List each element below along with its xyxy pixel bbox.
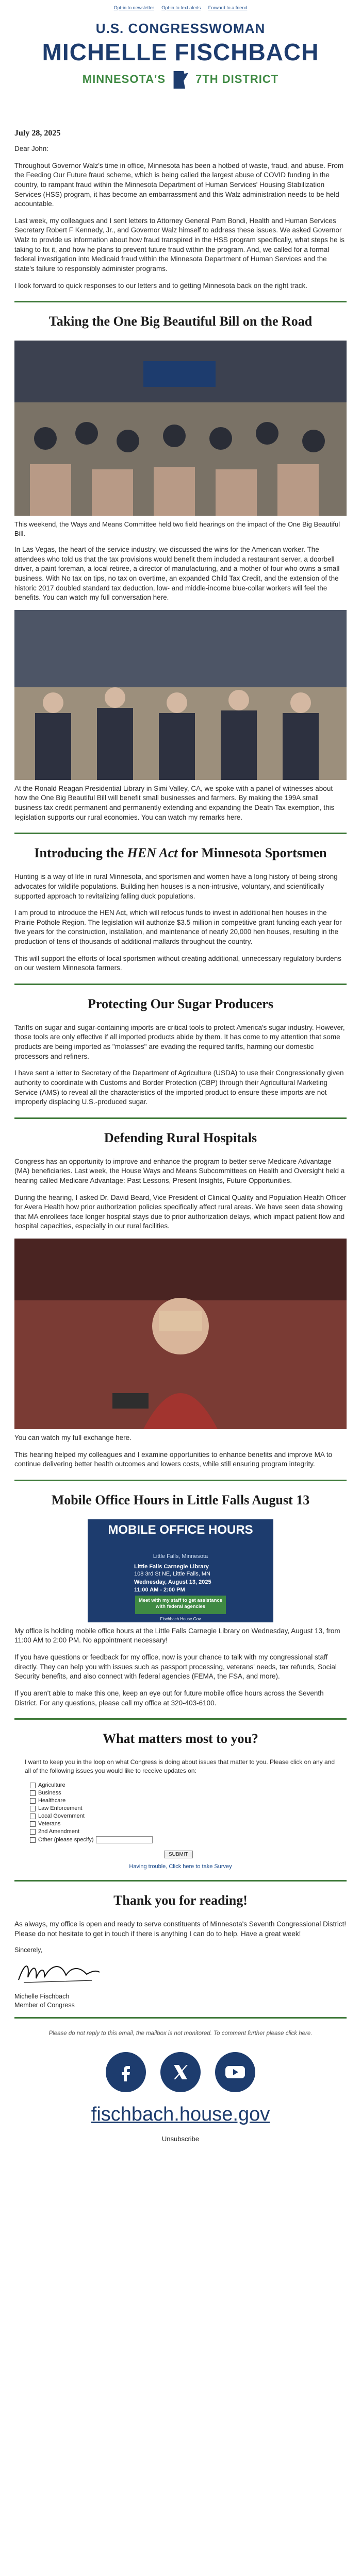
x-button[interactable] — [160, 2052, 201, 2092]
masthead-title-small: U.S. CONGRESSWOMAN — [95, 21, 266, 36]
hearing-photo-scene — [14, 341, 347, 516]
unsubscribe-link[interactable]: Unsubscribe — [161, 2134, 200, 2143]
checkbox[interactable] — [30, 1790, 36, 1796]
photo-caption: This weekend, the Ways and Means Committee held two field hearings on the impact of the One Big Beautiful Bill. — [14, 520, 340, 537]
bbb-heading: Taking the One Big Beautiful Bill on the Road — [48, 314, 313, 329]
hen-paragraph: Hunting is a way of life in rural Minnesota, and sportsmen and women have a long history of being strong advocates for wildlife populations. Building hen houses is a non-intrusive, voluntary, and scientifically supported approach to revitalizing falling duck populations. — [14, 873, 338, 900]
signature-image — [14, 1957, 102, 1988]
office-heading: Mobile Office Hours in Little Falls August 13 — [51, 1492, 310, 1507]
card-title: MOBILE OFFICE HOURS — [108, 1522, 253, 1537]
section-divider — [14, 301, 347, 302]
facebook-button[interactable] — [106, 2052, 146, 2092]
greeting: Dear John: — [14, 145, 49, 152]
section-divider — [14, 1480, 347, 1481]
letter-paragraph: I look forward to quick responses to our letters and to getting Minnesota back on the right track. — [14, 281, 308, 290]
minnesota-shape-icon — [173, 71, 188, 89]
survey-heading: What matters most to you? — [103, 1731, 258, 1747]
closing-paragraph: As always, my office is open and ready to serve constituents of Minnesota's Seventh Congressional District! Please do not hesitate to get in touch if there is anything I can do to help. Have a great week! — [14, 1920, 347, 1938]
survey-option[interactable]: Law Enforcement — [30, 1805, 347, 1811]
section-divider — [14, 833, 347, 834]
other-text-input[interactable] — [96, 1836, 153, 1843]
bbb-paragraph: At the Ronald Reagan Presidential Library in Simi Valley, CA, we spoke with a panel of witnesses about how the One Big Beautiful Bill will benefit small businesses and farmers. By making the 199A small business tax credit permanent and permanently extending and expanding the Death Tax exemption, this legislation supports our rural economies. You can watch my remarks here. — [14, 784, 335, 821]
section-divider — [14, 1718, 347, 1720]
section-divider — [14, 2017, 347, 2019]
masthead-district — [0, 71, 361, 89]
facebook-icon — [116, 2062, 136, 2082]
sugar-paragraph: I have sent a letter to Secretary of the Department of Agriculture (USDA) to use their Congressionally given authority to coordinate with Customs and Border Protection (CBP) through their Agricultural Marketing Service (AMS) to reveal all the characteristics of the imported product to ensure these imports are not improperly displacing U.S.-produced sugar. — [14, 1069, 344, 1106]
hen-paragraph: This will support the efforts of local sportsmen without creating additional, unnecessary regulatory burdens on our western Minnesota farmers. — [14, 954, 341, 972]
masthead-district-label: 7TH DISTRICT — [195, 72, 279, 86]
masthead — [0, 15, 361, 124]
letter-paragraph: Last week, my colleagues and I sent letters to Attorney General Pam Bondi, Health and Human Services Secretary Robert F Kennedy, Jr., and Governor Walz himself to address these issues. We asked Governor Walz to provide us information about how fraud transpired in the HSS program specifically, what steps he is taking to fix it, and how he plans to prevent future fraud within the program. And, we called for a formal federal investigation into Medicaid fraud within the Minnesota Department of Human Services and the state's failure to responsibly administer programs. — [14, 216, 345, 273]
youtube-button[interactable] — [215, 2052, 255, 2092]
hearing-video-still[interactable] — [14, 1239, 347, 1429]
survey-intro: I want to keep you in the loop on what Congress is doing about issues that matter to you. Please click on any and all of the following issues you would like to receive updates on: — [25, 1758, 335, 1774]
hearing-photo-las-vegas — [14, 341, 347, 516]
sugar-heading: Protecting Our Sugar Producers — [88, 996, 273, 1011]
signer-name: Michelle Fischbach — [14, 1993, 70, 2001]
rural-paragraph: During the hearing, I asked Dr. David Beard, Vice President of Clinical Quality and Population Health Officer for Avera Health how prior authorization policies specifically affect rural areas. We have seen data showing that MA enrollees face longer hospital stays due to prior authorization delays, which impact patient flow and hospital capacities, especially in our rural facilities. — [14, 1193, 347, 1230]
reagan-library-scene — [14, 610, 347, 780]
closing-heading: Thank you for reading! — [113, 1893, 248, 1908]
social-links — [14, 2052, 347, 2092]
hen-heading-em: HEN Act — [127, 845, 178, 861]
card-website: Fischbach.House.Gov — [160, 1616, 201, 1621]
letter-paragraph: Throughout Governor Walz's time in office, Minnesota has been a hotbed of waste, fraud, and abuse. From the Feeding Our Future fraud scheme, which is being called the largest abuse of COVID funding in the country, to rampant fraud within the Minnesota Department of Human Services' Housing Stabilization Services (HSS) program, it has become an embarrassment and this Walz administration needs to be held accountable. — [14, 161, 344, 208]
rural-paragraph: Congress has an opportunity to improve and enhance the program to better serve Medicare Advantage (MA) beneficiaries. Last week, the House Ways and Means Subcommittees on Health and Oversight held a hearing called Medicare Advantage: Past Lessons, Present Insights, Future Opportunities. — [14, 1157, 345, 1184]
rural-heading: Defending Rural Hospitals — [104, 1130, 257, 1145]
card-green-box: Meet with my staff to get assistance with federal agencies — [135, 1596, 226, 1614]
rural-paragraph: This hearing helped my colleagues and I examine opportunities to enhance benefits and improve MA to continue delivering better health outcomes and lowers costs, while still ensuring program integrity. — [14, 1450, 333, 1468]
rural-caption: You can watch my full exchange here. — [14, 1434, 132, 1442]
checkbox[interactable] — [30, 1821, 36, 1827]
checkbox[interactable] — [30, 1798, 36, 1804]
office-paragraph: If you aren't able to make this one, keep an eye out for future mobile office hours across the Seventh District. For any questions, please call my office at 320-403-6100. — [14, 1689, 324, 1707]
hen-paragraph: I am proud to introduce the HEN Act, which will refocus funds to invest in additional hen houses in the Prairie Pothole Region. The legislation will authorize $3.5 million in competitive grant funding each year for five years for the construction, installation, and maintenance of nearly 20,000 hen houses, resulting in the production of tens of thousands of additional mallards throughout the country. — [14, 909, 342, 945]
newsletter-optin-link[interactable]: Opt-in to newsletter — [113, 5, 154, 10]
signature-block — [14, 1946, 347, 2010]
checkbox[interactable] — [30, 1783, 36, 1788]
x-icon — [171, 2063, 190, 2081]
section-divider — [14, 984, 347, 985]
youtube-icon — [224, 2064, 246, 2080]
section-divider — [14, 1880, 347, 1882]
survey-option[interactable]: Local Government — [30, 1813, 347, 1819]
card-time: 11:00 AM - 2:00 PM — [134, 1586, 185, 1593]
hen-heading-b: for Minnesota Sportsmen — [180, 845, 327, 861]
checkbox[interactable] — [30, 1829, 36, 1835]
survey-trouble — [14, 1863, 347, 1870]
card-address: 108 3rd St NE, Little Falls, MN — [134, 1570, 210, 1577]
signer-title: Member of Congress — [14, 2001, 75, 2009]
survey-option[interactable]: 2nd Amendment — [30, 1828, 347, 1835]
card-subtitle: Little Falls, Minnesota — [153, 1553, 208, 1560]
top-links — [0, 0, 361, 15]
hen-heading — [14, 845, 347, 861]
text-alerts-link[interactable]: Opt-in to text alerts — [161, 5, 201, 10]
website-link[interactable]: fischbach.house.gov — [91, 2103, 270, 2125]
sugar-paragraph: Tariffs on sugar and sugar-containing imports are critical tools to protect America's sugar industry. However, those tools are only effective if all imported products abide by them. It has come to my attention that some products are being imported as "molasses" are evading the required tariffs, harming our domestic processors and refiners. — [14, 1023, 345, 1060]
sincerely: Sincerely, — [14, 1946, 42, 1954]
card-date: Wednesday, August 13, 2025 — [134, 1579, 211, 1585]
video-still-scene — [14, 1239, 347, 1429]
office-paragraph: My office is holding mobile office hours at the Little Falls Carnegie Library on Wednesday, August 13, from 11:00 AM to 2:00 PM. No appointment necessary! — [14, 1626, 340, 1645]
mobile-office-card — [88, 1519, 273, 1622]
card-place: Little Falls Carnegie Library — [134, 1563, 209, 1570]
office-paragraph: If you have questions or feedback for my office, now is your chance to talk with my congressional staff directly. They can help you with issues such as passport processing, veterans' needs, tax refunds, Social Security benefits, and also connect with federal agencies (FEMA, the FSA, and more). — [14, 1653, 337, 1681]
survey-options — [30, 1782, 347, 1843]
masthead-state-label: MINNESOTA'S — [82, 72, 166, 86]
survey-option[interactable]: Agriculture — [30, 1782, 347, 1788]
survey-option[interactable]: Business — [30, 1790, 347, 1796]
forward-link[interactable]: Forward to a friend — [208, 5, 248, 10]
section-divider — [14, 1117, 347, 1119]
hearing-photo-reagan-library — [14, 610, 347, 780]
letter-date: July 28, 2025 — [14, 129, 61, 138]
masthead-name: MICHELLE FISCHBACH — [42, 39, 319, 65]
survey-option[interactable]: Healthcare — [30, 1798, 347, 1804]
bbb-paragraph: In Las Vegas, the heart of the service industry, we discussed the wins for the American worker. The attendees who told us that the tax provisions would benefit them included a restaurant server, a doorbell driver, a paint foreman, a local retiree, a director of manufacturing, and a mother of four who owns a small business. With No tax on tips, no tax on overtime, an expanded Child Tax Credit, and the extension of the historic 2017 doubled standard tax deduction, low- and middle-income blue-collar workers will feel the benefits. You can watch my full conversation here. — [14, 546, 340, 602]
survey-option[interactable]: Veterans — [30, 1821, 347, 1827]
checkbox[interactable] — [30, 1837, 36, 1843]
disclaimer: Please do not reply to this email, the mailbox is not monitored. To comment further please click here. — [48, 2030, 313, 2037]
checkbox[interactable] — [30, 1814, 36, 1819]
checkbox[interactable] — [30, 1806, 36, 1811]
survey-submit-button[interactable]: SUBMIT — [164, 1851, 193, 1858]
survey-link[interactable]: Having trouble, Click here to take Survey — [129, 1863, 232, 1870]
survey-option-other[interactable]: Other (please specify) — [30, 1836, 347, 1843]
hen-heading-a: Introducing the — [34, 845, 124, 861]
